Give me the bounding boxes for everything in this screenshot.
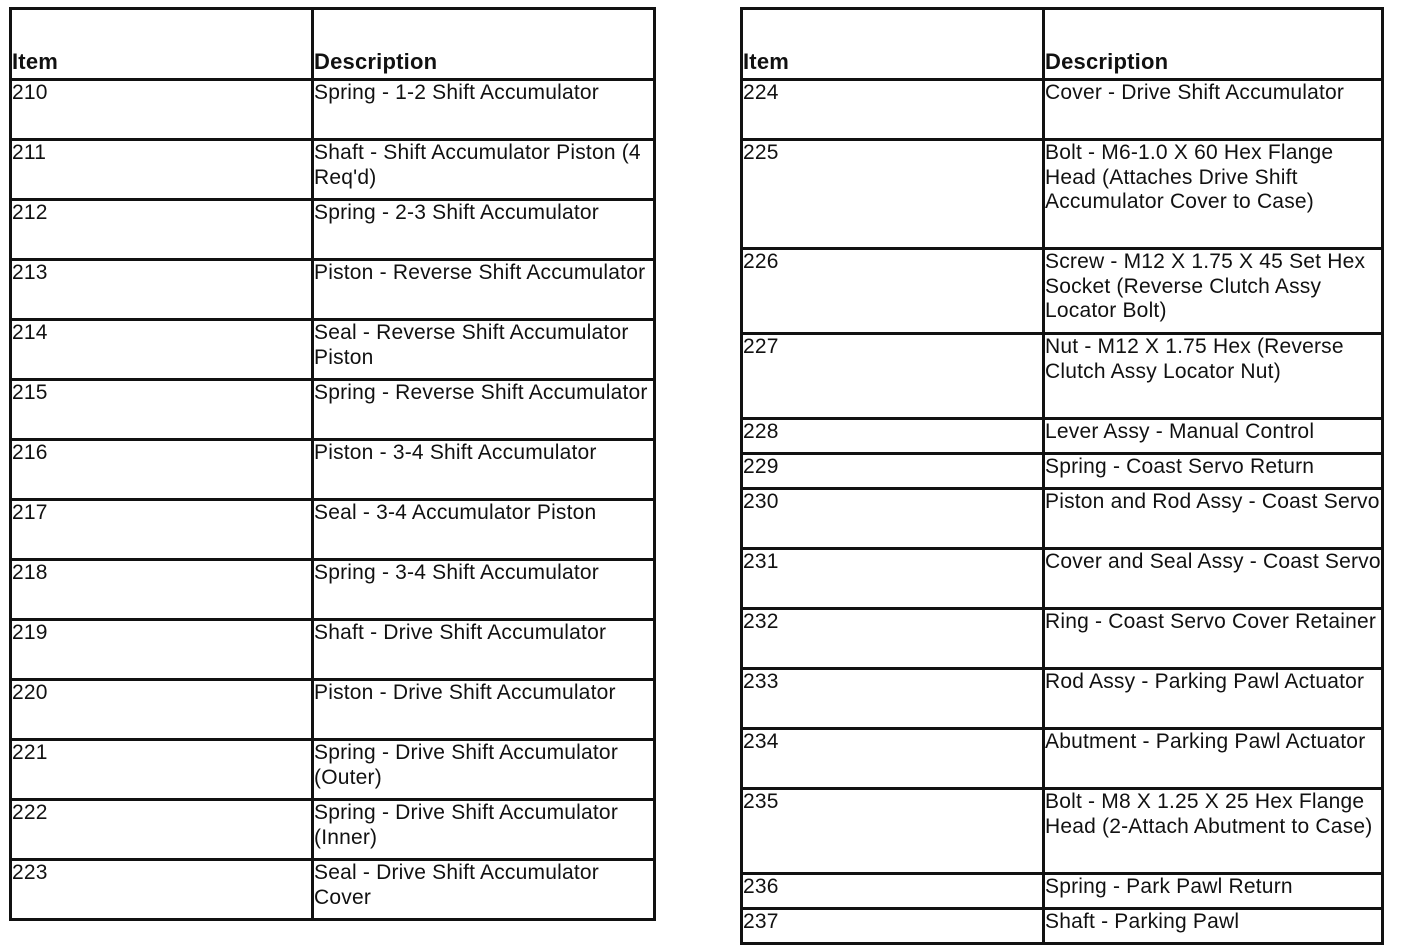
- table-row: [742, 729, 1383, 789]
- table-row: [742, 454, 1383, 489]
- description-column-header: Description: [313, 9, 655, 80]
- item-description: Piston - Reverse Shift Accumulator: [313, 260, 655, 320]
- item-number: 213: [11, 260, 313, 320]
- item-description: Bolt - M6-1.0 X 60 Hex Flange Head (Attaches Drive Shift Accumulator Cover to Case): [1044, 140, 1383, 249]
- item-number: 222: [11, 800, 313, 860]
- item-number: 229: [742, 454, 1044, 489]
- table-row: [742, 669, 1383, 729]
- table-row: [742, 609, 1383, 669]
- item-description: Lever Assy - Manual Control: [1044, 419, 1383, 454]
- item-description: Cover and Seal Assy - Coast Servo: [1044, 549, 1383, 609]
- item-description: Piston - 3-4 Shift Accumulator: [313, 440, 655, 500]
- item-description: Rod Assy - Parking Pawl Actuator: [1044, 669, 1383, 729]
- table-row: [742, 419, 1383, 454]
- item-number: 228: [742, 419, 1044, 454]
- item-description: Seal - Drive Shift Accumulator Cover: [313, 860, 655, 920]
- item-number: 237: [742, 909, 1044, 944]
- table-row: [11, 560, 655, 620]
- item-number: 236: [742, 874, 1044, 909]
- item-number: 215: [11, 380, 313, 440]
- table-row: [11, 320, 655, 380]
- table-row: [11, 380, 655, 440]
- table-row: [11, 200, 655, 260]
- table-row: [742, 80, 1383, 140]
- item-number: 218: [11, 560, 313, 620]
- item-number: 224: [742, 80, 1044, 140]
- item-number: 235: [742, 789, 1044, 874]
- item-description: Seal - Reverse Shift Accumulator Piston: [313, 320, 655, 380]
- table-header-row: [742, 9, 1383, 80]
- item-number: 214: [11, 320, 313, 380]
- item-number: 219: [11, 620, 313, 680]
- item-number: 226: [742, 249, 1044, 334]
- table-row: [742, 489, 1383, 549]
- item-number: 217: [11, 500, 313, 560]
- table-row: [11, 800, 655, 860]
- item-description: Seal - 3-4 Accumulator Piston: [313, 500, 655, 560]
- table-row: [11, 440, 655, 500]
- item-description: Spring - Park Pawl Return: [1044, 874, 1383, 909]
- item-description: Abutment - Parking Pawl Actuator: [1044, 729, 1383, 789]
- description-column-header: Description: [1044, 9, 1383, 80]
- item-number: 234: [742, 729, 1044, 789]
- parts-table-right: [740, 7, 1384, 945]
- parts-table-left: [9, 7, 656, 921]
- item-description: Ring - Coast Servo Cover Retainer: [1044, 609, 1383, 669]
- table-row: [742, 789, 1383, 874]
- item-description: Piston - Drive Shift Accumulator: [313, 680, 655, 740]
- item-description: Cover - Drive Shift Accumulator: [1044, 80, 1383, 140]
- item-description: Spring - Drive Shift Accumulator (Inner): [313, 800, 655, 860]
- table-row: [742, 874, 1383, 909]
- table-row: [11, 860, 655, 920]
- item-description: Screw - M12 X 1.75 X 45 Set Hex Socket (Reverse Clutch Assy Locator Bolt): [1044, 249, 1383, 334]
- item-number: 221: [11, 740, 313, 800]
- item-number: 233: [742, 669, 1044, 729]
- item-column-header: Item: [742, 9, 1044, 80]
- table-row: [11, 740, 655, 800]
- item-column-header: Item: [11, 9, 313, 80]
- item-description: Spring - Drive Shift Accumulator (Outer): [313, 740, 655, 800]
- table-row: [742, 909, 1383, 944]
- item-number: 220: [11, 680, 313, 740]
- item-description: Spring - 1-2 Shift Accumulator: [313, 80, 655, 140]
- item-number: 210: [11, 80, 313, 140]
- item-number: 216: [11, 440, 313, 500]
- table-row: [742, 549, 1383, 609]
- item-description: Piston and Rod Assy - Coast Servo: [1044, 489, 1383, 549]
- table-row: [742, 249, 1383, 334]
- item-description: Spring - 3-4 Shift Accumulator: [313, 560, 655, 620]
- table-row: [11, 680, 655, 740]
- item-description: Spring - Coast Servo Return: [1044, 454, 1383, 489]
- item-number: 211: [11, 140, 313, 200]
- item-description: Shaft - Parking Pawl: [1044, 909, 1383, 944]
- item-description: Spring - 2-3 Shift Accumulator: [313, 200, 655, 260]
- item-description: Bolt - M8 X 1.25 X 25 Hex Flange Head (2-Attach Abutment to Case): [1044, 789, 1383, 874]
- table-row: [11, 620, 655, 680]
- table-header-row: [11, 9, 655, 80]
- item-number: 232: [742, 609, 1044, 669]
- item-number: 223: [11, 860, 313, 920]
- table-row: [742, 334, 1383, 419]
- item-description: Shaft - Shift Accumulator Piston (4 Req'd): [313, 140, 655, 200]
- table-row: [11, 500, 655, 560]
- item-number: 227: [742, 334, 1044, 419]
- table-row: [11, 260, 655, 320]
- item-description: Nut - M12 X 1.75 Hex (Reverse Clutch Assy Locator Nut): [1044, 334, 1383, 419]
- item-number: 212: [11, 200, 313, 260]
- item-number: 231: [742, 549, 1044, 609]
- item-number: 230: [742, 489, 1044, 549]
- item-description: Shaft - Drive Shift Accumulator: [313, 620, 655, 680]
- item-number: 225: [742, 140, 1044, 249]
- item-description: Spring - Reverse Shift Accumulator: [313, 380, 655, 440]
- table-row: [742, 140, 1383, 249]
- table-row: [11, 80, 655, 140]
- table-row: [11, 140, 655, 200]
